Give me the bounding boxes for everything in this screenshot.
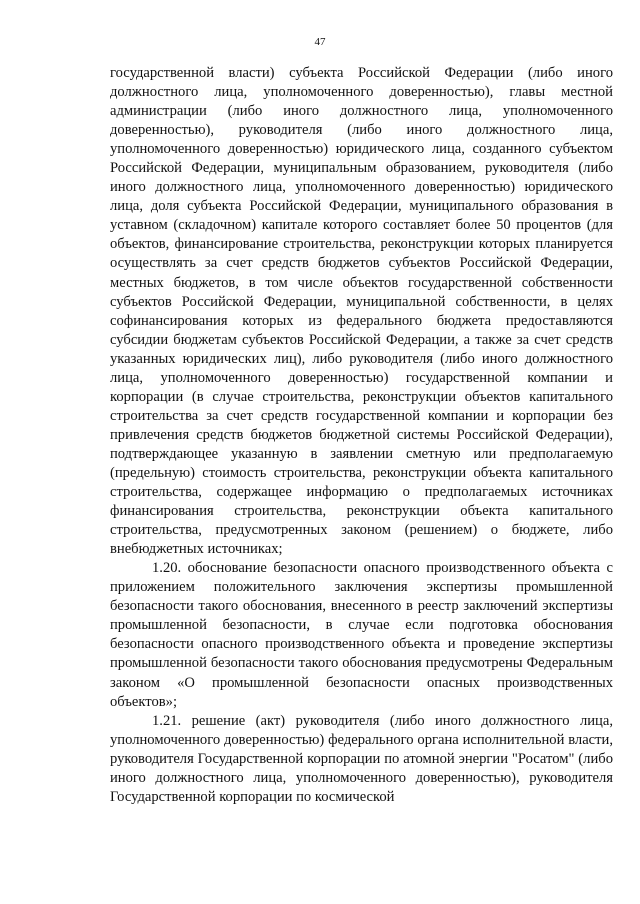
paragraph-item-1-20: 1.20. обоснование безопасности опасного производственного объекта с приложением положительного заключения экспертизы промышленной безопасности такого обоснования, внесенного в реестр заключений экспертизы промышленной безопасности, в случае если подготовка обоснования безопасности опасного производственного объекта и проведение экспертизы промышленной безопасности такого обоснования предусмотрены Федеральным законом «О промышленной безопасности опасных производственных объектов»; <box>110 560 613 710</box>
page-number: 47 <box>314 36 326 48</box>
paragraph-item-1-21: 1.21. решение (акт) руководителя (либо иного должностного лица, уполномоченного доверенностью) федерального органа исполнительной власти, руководителя Государственной корпорации по атомной энергии "Росатом" (либо иного должностного лица, уполномоченного доверенностью), руководителя Государственной корпорации по космической <box>110 712 613 805</box>
paragraph-continuation: государственной власти) субъекта Российской Федерации (либо иного должностного лица, уполномоченного доверенностью), главы местной администрации (либо иного должностного лица, уполномоченного доверенностью), руководителя (либо иного должностного лица, уполномоченного доверенностью) юридического лица, созданного субъектом Российской Федерации, муниципальным образованием, руководителя (либо иного должностного лица, уполномоченного доверенностью) юридического лица, доля субъекта Российской Федерации, муниципального образования в уставном (складочном) капитале которого составляет более 50 процентов (для объектов, финансирование строительства, реконструкции которых планируется осуществлять за счет средств бюджетов субъектов Российской Федерации, местных бюджетов, в том числе объектов государственной собственности субъектов Российской Федерации, муниципальной собственности, в целях софинансирования которых из федерального бюджета предоставляются субсидии бюджетам субъектов Российской Федерации, а также за счет средств указанных юридических лиц), либо руководителя (либо иного должностного лица, уполномоченного доверенностью) государственной компании и корпорации (в случае строительства, реконструкции объектов капитального строительства за счет средств государственной компании и корпорации без привлечения средств бюджетов бюджетной системы Российской Федерации), подтверждающее указанную в заявлении сметную или предполагаемую (предельную) стоимость строительства, реконструкции объекта капитального строительства, содержащее информацию о предполагаемых источниках финансирования строительства, реконструкции объекта капитального строительства, предусмотренных законом (решением) о бюджете, либо внебюджетных источниках; <box>110 65 613 558</box>
document-body <box>110 64 613 807</box>
